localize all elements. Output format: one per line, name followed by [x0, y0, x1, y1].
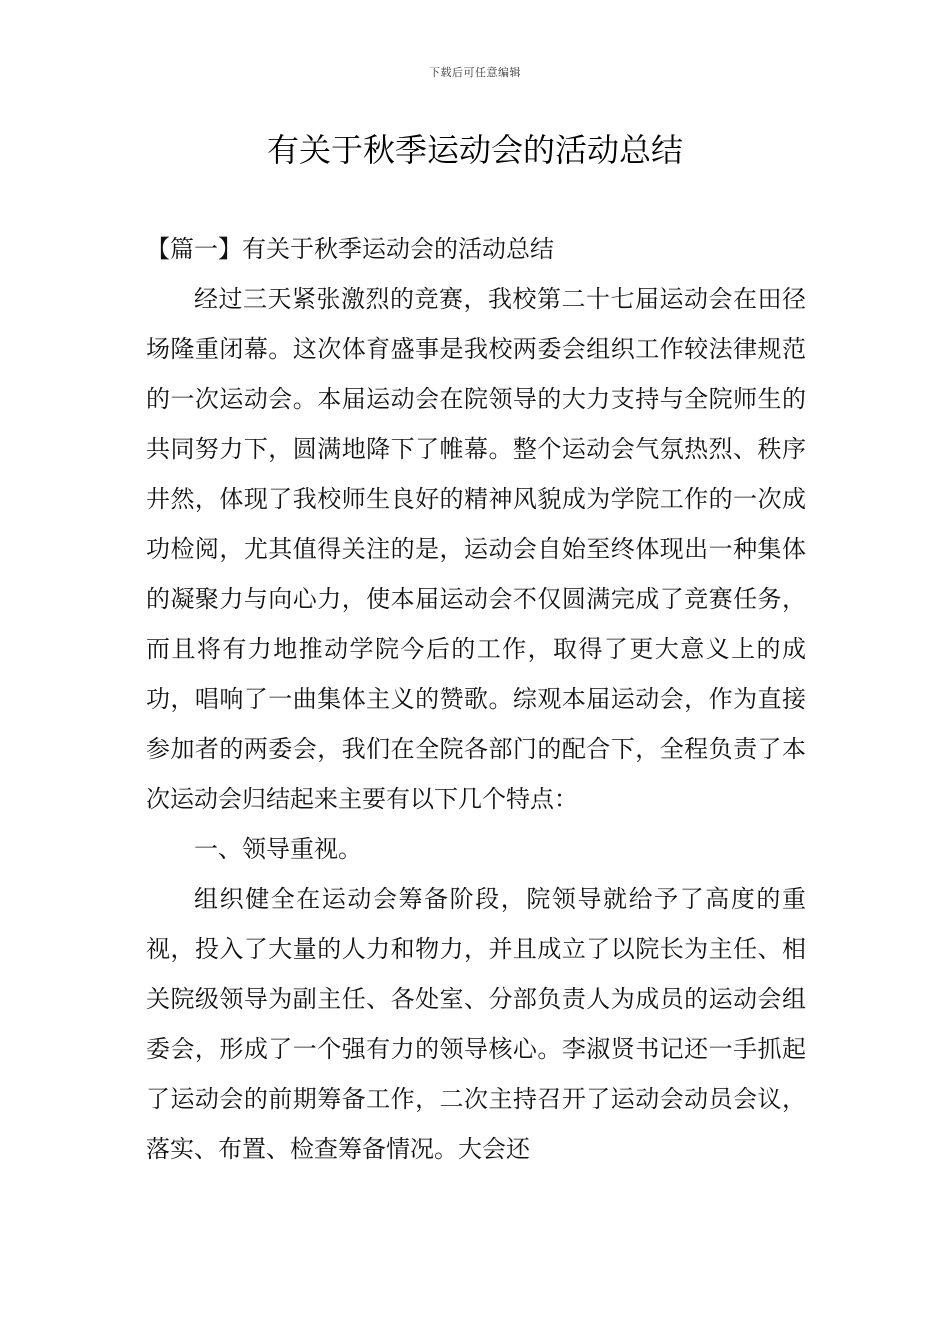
- document-title: 有关于秋季运动会的活动总结: [266, 131, 683, 169]
- paragraph-intro: 经过三天紧张激烈的竞赛，我校第二十七届运动会在田径场隆重闭幕。这次体育盛事是我校两委会组织工作较法律规范的一次运动会。本届运动会在院领导的大力支持与全院师生的共同努力下，圆满地降下了帷幕。整个运动会气氛热烈、秩序井然，体现了我校师生良好的精神风貌成为学院工作的一次成功检阅，尤其值得关注的是，运动会自始至终体现出一种集体的凝聚力与向心力，使本届运动会不仅圆满完成了竞赛任务，而且将有力地推动学院今后的工作，取得了更大意义上的成功，唱响了一曲集体主义的赞歌。综观本届运动会，作为直接参加者的两委会，我们在全院各部门的配合下，全程负责了本次运动会归结起来主要有以下几个特点：: [146, 285, 806, 813]
- document-body: [146, 224, 806, 1174]
- paragraph-organization: 组织健全在运动会筹备阶段，院领导就给予了高度的重视，投入了大量的人力和物力，并且成立了以院长为主任、相关院级领导为副主任、各处室、分部负责人为成员的运动会组委会，形成了一个强有力的领导核心。李淑贤书记还一手抓起了运动会的前期筹备工作，二次主持召开了运动会动员会议，落实、布置、检查筹备情况。大会还: [146, 885, 806, 1163]
- paragraph-subheading: 一、领导重视。: [194, 835, 362, 863]
- header-note: 下载后可任意编辑: [429, 66, 521, 79]
- section-heading: 【篇一】有关于秋季运动会的活动总结: [146, 235, 554, 263]
